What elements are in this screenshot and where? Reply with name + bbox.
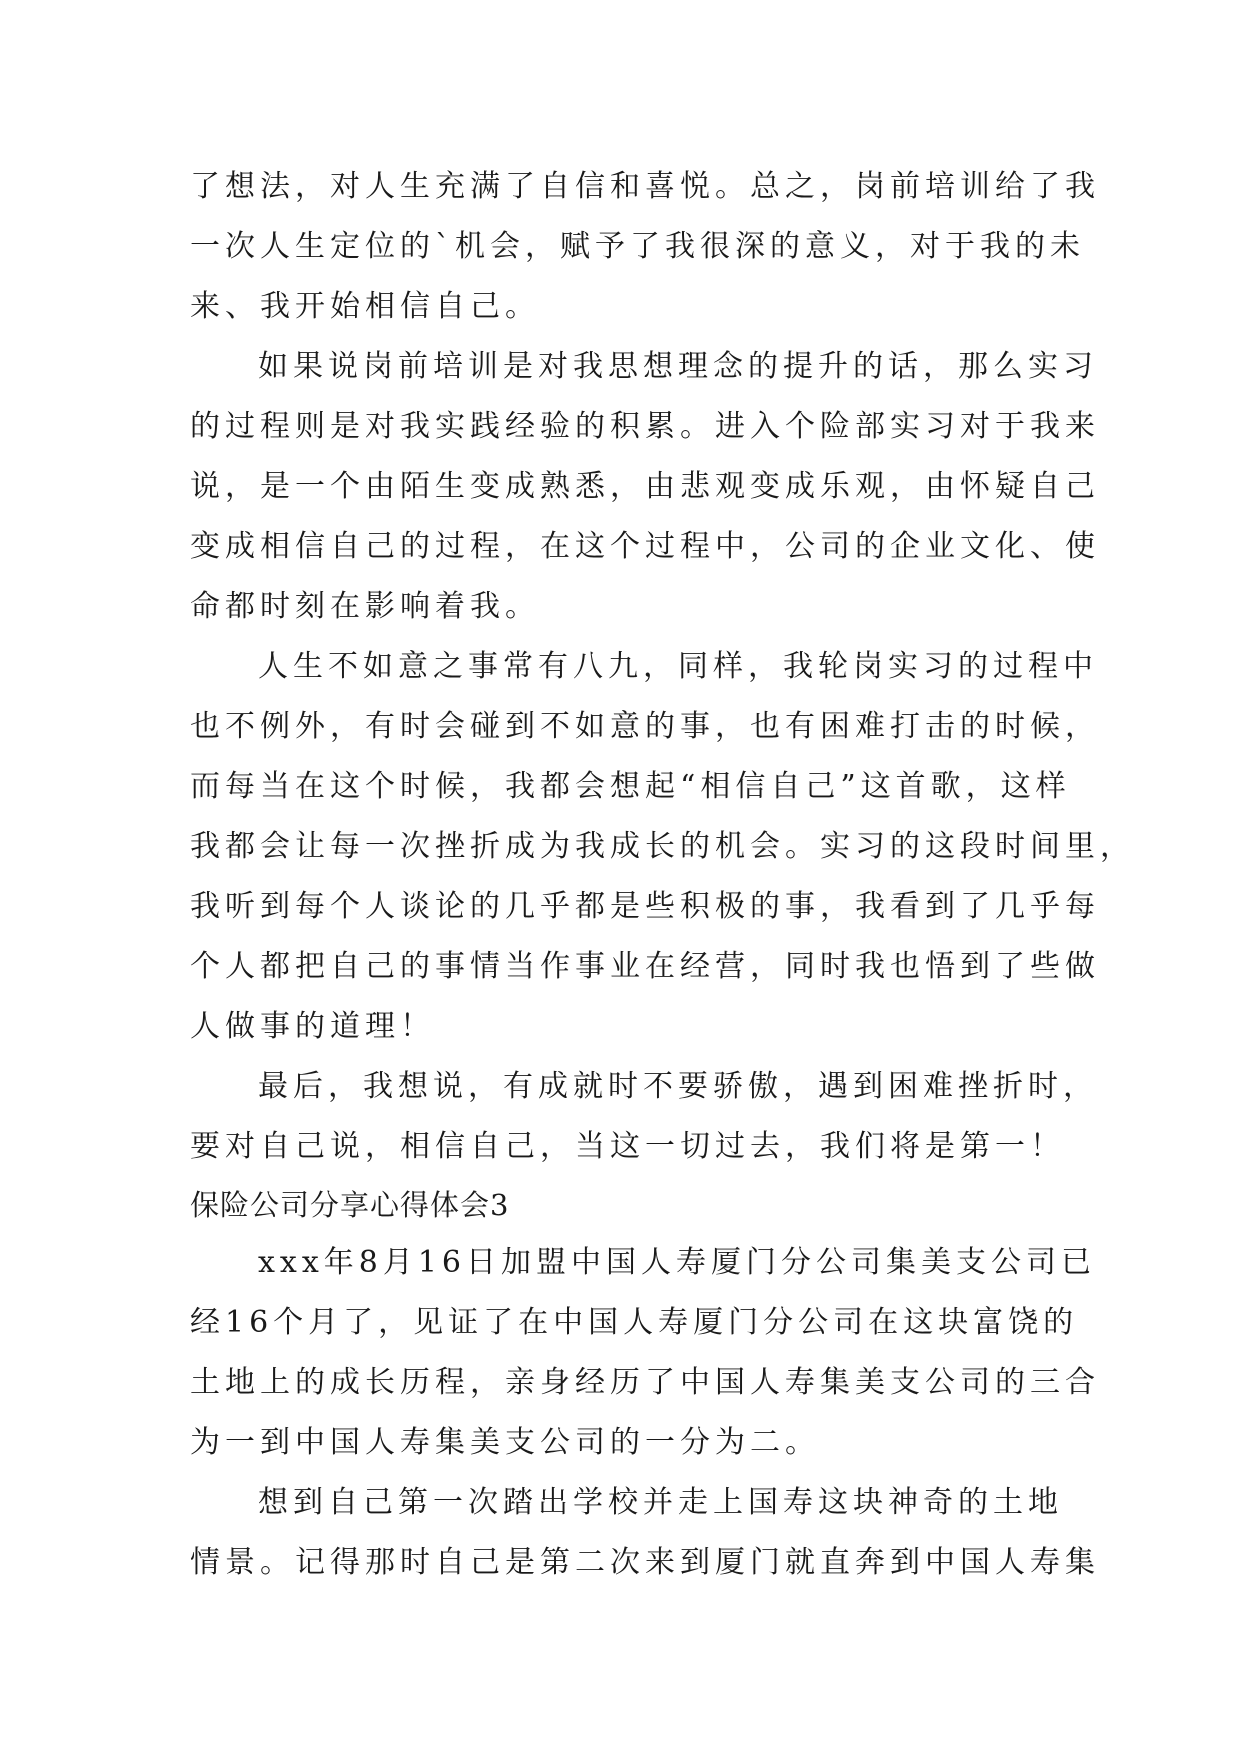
text-line: xxx年8月16日加盟中国人寿厦门分公司集美支公司已 [258, 1245, 1097, 1280]
text-line: 而每当在这个时候，我都会想起“相信自己”这首歌，这样 [190, 769, 1071, 804]
paragraph-3 [190, 637, 1135, 1057]
paragraph-5 [190, 1233, 1100, 1473]
text-line: 的过程则是对我实践经验的积累。进入个险部实习对于我来 [190, 409, 1100, 444]
text-line: 经16个月了，见证了在中国人寿厦门分公司在这块富饶的 [190, 1305, 1079, 1340]
text-line: 我都会让每一次挫折成为我成长的机会。实习的这段时间里， [190, 829, 1135, 864]
section-heading: 保险公司分享心得体会3 [190, 1188, 510, 1222]
paragraph-4 [190, 1057, 1098, 1177]
text-line: 最后，我想说，有成就时不要骄傲，遇到困难挫折时， [258, 1069, 1098, 1104]
text-line: 了想法，对人生充满了自信和喜悦。总之，岗前培训给了我 [190, 169, 1100, 204]
document-body [190, 157, 1135, 1593]
paragraph-1 [190, 157, 1100, 337]
paragraph-2 [190, 337, 1100, 637]
text-line: 如果说岗前培训是对我思想理念的提升的话，那么实习 [258, 349, 1098, 384]
text-line: 命都时刻在影响着我。 [190, 589, 540, 624]
text-line: 人生不如意之事常有八九，同样，我轮岗实习的过程中 [258, 649, 1098, 684]
text-line: 个人都把自己的事情当作事业在经营，同时我也悟到了些做 [190, 949, 1100, 984]
text-line: 土地上的成长历程，亲身经历了中国人寿集美支公司的三合 [190, 1365, 1100, 1400]
text-line: 要对自己说，相信自己，当这一切过去，我们将是第一！ [190, 1129, 1065, 1164]
text-line: 来、我开始相信自己。 [190, 289, 540, 324]
paragraph-6 [190, 1473, 1100, 1593]
text-line: 情景。记得那时自己是第二次来到厦门就直奔到中国人寿集 [190, 1545, 1100, 1580]
text-line: 想到自己第一次踏出学校并走上国寿这块神奇的土地 [258, 1485, 1063, 1520]
text-line: 变成相信自己的过程，在这个过程中，公司的企业文化、使 [190, 529, 1100, 564]
text-line: 人做事的道理！ [190, 1009, 435, 1044]
text-line: 也不例外，有时会碰到不如意的事，也有困难打击的时候， [190, 709, 1100, 744]
text-line: 为一到中国人寿集美支公司的一分为二。 [190, 1425, 820, 1460]
text-line: 一次人生定位的`机会，赋予了我很深的意义，对于我的未 [190, 229, 1085, 264]
text-line: 说，是一个由陌生变成熟悉，由悲观变成乐观，由怀疑自己 [190, 469, 1100, 504]
text-line: 我听到每个人谈论的几乎都是些积极的事，我看到了几乎每 [190, 889, 1100, 924]
